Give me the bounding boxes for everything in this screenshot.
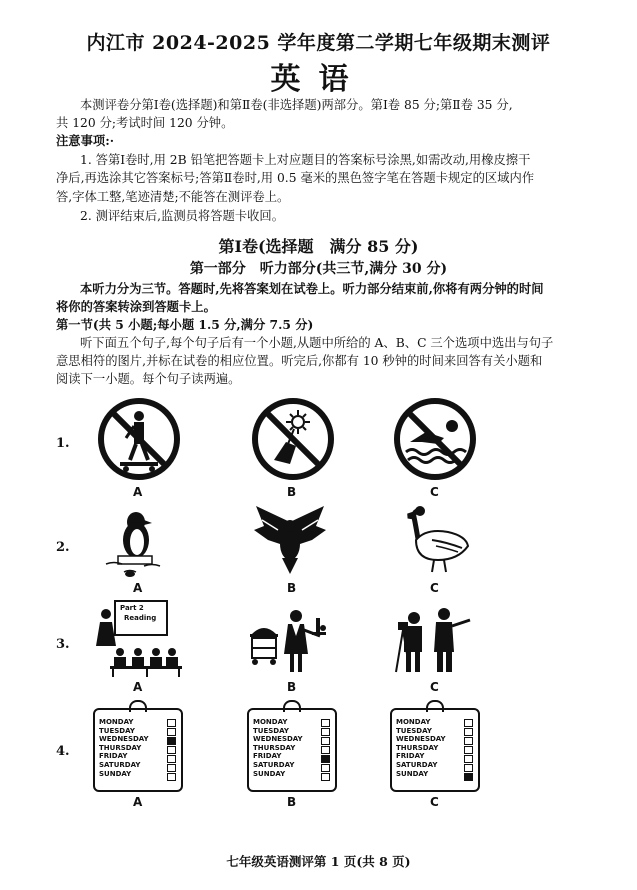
subsection-1-line-1: 听下面五个句子,每个句子后有一个小题,从题中所给的 A、B、C 三个选项中选出与句子 bbox=[80, 336, 554, 350]
question-1-option-a: A bbox=[133, 485, 143, 499]
day-thursday: THURSDAY bbox=[253, 743, 296, 752]
question-4-option-c: C bbox=[430, 795, 439, 809]
day-sunday: SUNDAY bbox=[99, 769, 132, 778]
eagle-icon bbox=[250, 500, 330, 578]
day-thursday: THURSDAY bbox=[396, 743, 439, 752]
day-saturday: SATURDAY bbox=[396, 760, 438, 769]
day-friday: FRIDAY bbox=[253, 752, 282, 761]
subsection-1-heading: 第一节(共 5 小题;每小题 1.5 分,满分 7.5 分) bbox=[56, 317, 314, 332]
marked-box-icon bbox=[167, 737, 176, 745]
question-1-option-c: C bbox=[430, 485, 439, 499]
question-4-option-b: B bbox=[287, 795, 297, 809]
question-4-number: 4. bbox=[56, 744, 70, 759]
subsection-1-line-2: 意思相符的图片,并标在试卷的相应位置。听完后,你都有 10 秒钟的时间来回答有关小题和 bbox=[56, 354, 543, 368]
calendar-ring bbox=[426, 700, 444, 712]
question-3-option-a: A bbox=[133, 680, 143, 694]
question-3-option-b: B bbox=[287, 680, 297, 694]
day-tuesday: TUESDAY bbox=[253, 726, 289, 735]
day-wednesday: WEDNESDAY bbox=[396, 735, 446, 744]
note-2: 2. 测评结束后,监测员将答题卡收回。 bbox=[80, 209, 285, 223]
calendar-ring bbox=[129, 700, 147, 712]
question-2-option-b: B bbox=[287, 581, 297, 595]
notes-heading: 注意事项:· bbox=[56, 133, 115, 148]
calendar-a bbox=[93, 708, 183, 792]
note-1-line-1: 1. 答第Ⅰ卷时,用 2B 铅笔把答题卡上对应题目的答案标号涂黑,如需改动,用橡皮擦干 bbox=[80, 153, 531, 167]
day-sunday: SUNDAY bbox=[396, 769, 429, 778]
section-1-heading: 第Ⅰ卷(选择题 满分 85 分) bbox=[218, 237, 419, 256]
no-swimming-icon bbox=[392, 396, 478, 482]
board-text-1: Part 2 bbox=[120, 604, 144, 612]
calendar-b bbox=[247, 708, 337, 792]
marked-box-icon bbox=[464, 773, 473, 781]
day-tuesday: TUESDAY bbox=[396, 726, 432, 735]
intro-line-1: 本测评卷分第Ⅰ卷(选择题)和第Ⅱ卷(非选择题)两部分。第Ⅰ卷 85 分;第Ⅱ卷 35 分, bbox=[80, 98, 513, 112]
teacher-students-icon bbox=[96, 600, 182, 678]
intro-line-2: 共 120 分;考试时间 120 分钟。 bbox=[56, 116, 234, 130]
note-1-line-2: 净后,再选涂其它答案标号;答第Ⅱ卷时,用 0.5 毫米的黑色签字笔在答题卡规定的区域内作 bbox=[56, 171, 535, 185]
part-1-heading: 第一部分 听力部分(共三节,满分 30 分) bbox=[189, 261, 448, 277]
penguin-icon bbox=[100, 500, 172, 580]
question-4-option-a: A bbox=[133, 795, 143, 809]
day-thursday: THURSDAY bbox=[99, 743, 142, 752]
day-sunday: SUNDAY bbox=[253, 769, 286, 778]
calendar-days bbox=[99, 718, 149, 778]
question-2-option-a: A bbox=[133, 581, 143, 595]
day-tuesday: TUESDAY bbox=[99, 726, 135, 735]
day-monday: MONDAY bbox=[396, 718, 431, 726]
day-wednesday: WEDNESDAY bbox=[253, 735, 303, 744]
day-monday: MONDAY bbox=[99, 718, 134, 726]
calendar-days bbox=[253, 718, 303, 778]
day-saturday: SATURDAY bbox=[253, 760, 295, 769]
day-wednesday: WEDNESDAY bbox=[99, 735, 149, 744]
question-3-option-c: C bbox=[430, 680, 439, 694]
calendar-c bbox=[390, 708, 480, 792]
day-monday: MONDAY bbox=[253, 718, 288, 726]
page-footer: 七年级英语测评第 1 页(共 8 页) bbox=[226, 854, 411, 869]
waiter-restaurant-icon bbox=[250, 600, 330, 676]
calendar-days bbox=[396, 718, 446, 778]
day-saturday: SATURDAY bbox=[99, 760, 141, 769]
board-text-2: Reading bbox=[124, 614, 157, 622]
classroom-scene bbox=[96, 600, 182, 678]
calendar-ring bbox=[283, 700, 301, 712]
question-2-number: 2. bbox=[56, 540, 70, 555]
question-2-option-c: C bbox=[430, 581, 439, 595]
photographer-icon bbox=[394, 600, 474, 676]
listening-instr-2: 将你的答案转涂到答题卡上。 bbox=[56, 299, 216, 314]
question-1-number: 1. bbox=[56, 436, 70, 451]
no-picking-flowers-icon bbox=[250, 396, 336, 482]
question-1-option-b: B bbox=[287, 485, 297, 499]
day-friday: FRIDAY bbox=[396, 752, 425, 761]
question-3-number: 3. bbox=[56, 637, 70, 652]
exam-subject: 英语 bbox=[270, 62, 367, 97]
subsection-1-line-3: 阅读下一小题。每个句子读两遍。 bbox=[56, 372, 241, 386]
day-friday: FRIDAY bbox=[99, 752, 128, 761]
no-skateboarding-icon bbox=[96, 396, 182, 482]
marked-box-icon bbox=[321, 755, 330, 763]
exam-title: 内江市 2024-2025 学年度第二学期七年级期末测评 bbox=[86, 32, 551, 54]
goose-icon bbox=[402, 500, 474, 578]
listening-instr-1: 本听力分为三节。答题时,先将答案划在试卷上。听力部分结束前,你将有两分钟的时间 bbox=[80, 281, 544, 296]
note-1-line-3: 答,字体工整,笔迹清楚;不能答在测评卷上。 bbox=[56, 190, 290, 204]
